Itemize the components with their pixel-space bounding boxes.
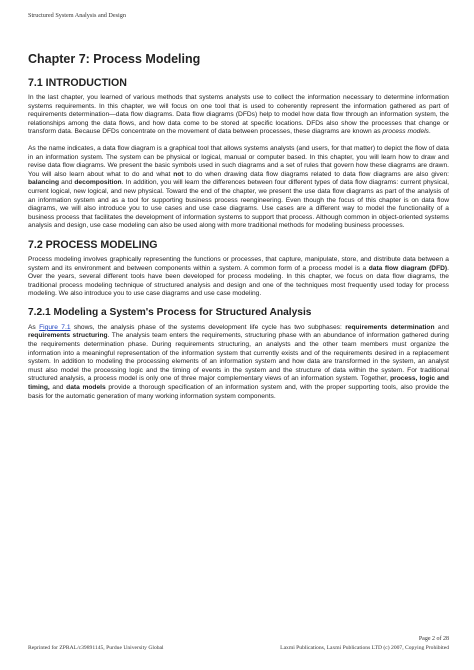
document-body (28, 52, 449, 409)
dfd-term: data flow diagram (DFD) (368, 264, 448, 272)
copyright-notice: Laxmi Publications, Laxmi Publications LTD (c) 2007, Copying Prohibited (280, 645, 449, 651)
decomposition-term: decomposition (74, 179, 122, 187)
process-models-term: process models (382, 128, 429, 136)
intro-paragraph-2: As the name indicates, a data flow diagram is a graphical tool that allows systems analysts (and users, for that matter) to depict the flow of data in an information system. The system can be physical or logical, manual or computer based. In this chapter, you will learn how to draw and revise data flow diagrams. We present the basic symbols used in such diagrams and a set of rules that govern how these diagrams are drawn. You will also learn about what to do and what not to do when drawing data flow diagrams related to data flow diagrams are also given: balancing and decomposition. In addition, you will learn the differences between four different types of data flow diagrams: current physical, current logical, new logical, and new physical. Toward the end of the chapter, we present the use data flow diagrams as part of the analysis of an information system and as a tool for supporting business process reengineering. Even though the focus of this chapter is on data flow diagrams, we will also introduce you to use cases and use case diagrams. Use cases are a different way to model the functionality of a business process that facilitates the development of information systems to support that process. Although common in object-oriented systems analysis and design, use case modeling can also be used along with more traditional methods for modeling business processes. (28, 144, 450, 230)
figure-7-1-link[interactable]: Figure 7.1 (39, 323, 71, 331)
page-number: Page 2 of 28 (418, 636, 449, 642)
running-header: Structured System Analysis and Design (28, 12, 126, 19)
modeling-system-process-paragraph: As Figure 7.1 shows, the analysis phase of the systems development life cycle has two subphases: requirements determination and requirements structuring. The analysis team enters the requirements, structuring phase with an abundance of information gathered during the requirements determination phase. During requirements structuring, an analysts and the other team members must organize the information into a meaningful representation of the information system that currently exists and of the requirements desired in a replacement system. In addition to modeling the processing elements of an information system and how data are transformed in the system, an analyst must also model the processing logic and the timing of events in the system and the structure of data within the system. For traditional structured analysis, a process model is only one of three major complementary views of an information system. Together, process, logic and timing, and data models provide a thorough specification of an information system and, with the proper supporting tools, also provide the basis for the automatic generation of many working information system components. (28, 323, 450, 400)
subsection-heading-modeling-system-process: 7.2.1 Modeling a System's Process for Structured Analysis (28, 306, 312, 318)
intro-paragraph-1: In the last chapter, you learned of various methods that systems analysts use to collect the information necessary to determine information systems requirements. In this chapter, we will focus on one tool that is used to coherently represent the information gathered as part of requirements determination—data flow diagrams. Data flow diagrams (DFDs) help to model how data flow through an information system, the relationships among the data flows, and how data come to be stored at specific locations. DFDs also show the processes that change or transform data. Because DFDs concentrate on the movement of data between processes, these diagrams are known as process models. (28, 94, 449, 136)
chapter-title: Chapter 7: Process Modeling (28, 52, 201, 66)
process-modeling-paragraph: Process modeling involves graphically representing the functions or processes, that capture, manipulate, store, and distribute data between a system and its environment and between components within a system. A common form of a process model is a data flow diagram (DFD). Over the years, several different tools have been developed for process modeling. In this chapter, we focus on data flow diagrams, the traditional process modeling technique of structured analysis and design and one of the techniques most frequently used today for process modeling. We also introduce you to use case diagrams and use case modeling. (28, 255, 449, 298)
section-heading-process-modeling: 7.2 PROCESS MODELING (28, 238, 158, 251)
section-heading-introduction: 7.1 INTRODUCTION (28, 77, 127, 89)
reprint-notice: Reprinted for ZPRAL/c39891145, Purdue University Global (28, 645, 164, 651)
balancing-term: balancing (28, 179, 59, 187)
